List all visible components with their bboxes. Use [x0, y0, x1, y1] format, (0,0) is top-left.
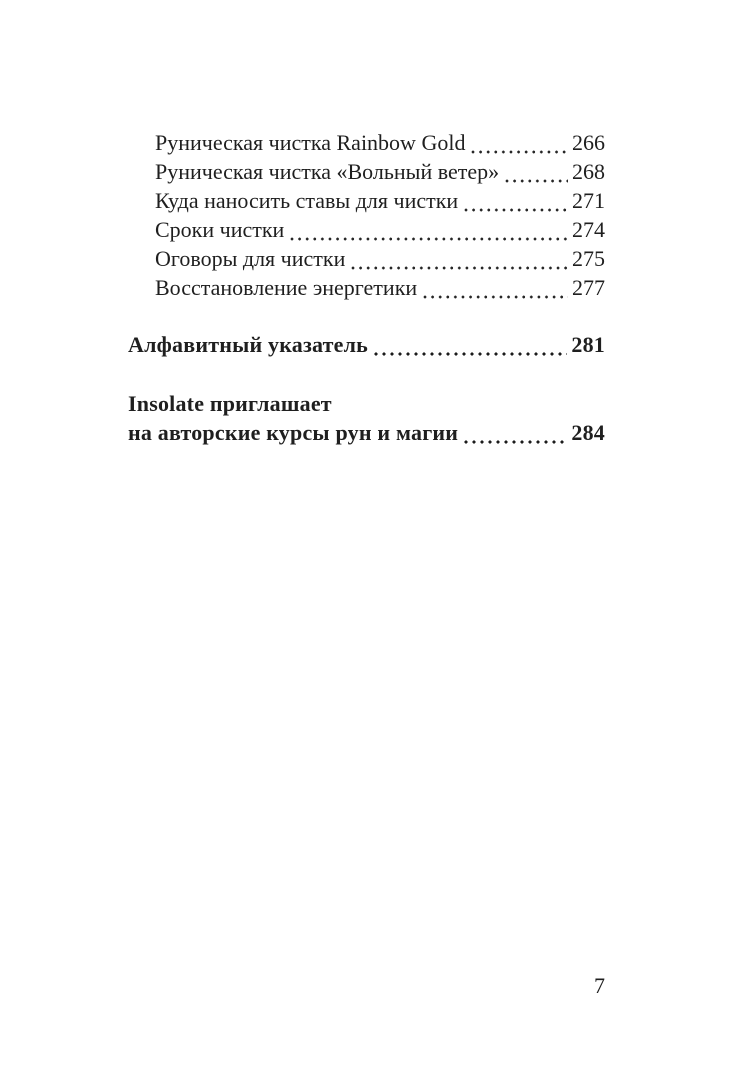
- table-of-contents: [128, 128, 605, 447]
- dot-leader: [350, 265, 568, 271]
- toc-entry-label: Сроки чистки: [155, 217, 285, 242]
- dot-leader: [373, 351, 567, 357]
- page-number: 7: [594, 973, 605, 998]
- toc-entry: [128, 244, 605, 273]
- toc-entry-page: 274: [572, 217, 605, 242]
- toc-entry: [128, 215, 605, 244]
- toc-entry-promo-line2: [128, 418, 605, 447]
- dot-leader: [463, 207, 568, 213]
- toc-entry-promo-line1: [128, 389, 605, 418]
- dot-leader: [422, 294, 568, 300]
- toc-entry-label: Оговоры для чистки: [155, 246, 346, 271]
- dot-leader: [289, 236, 568, 242]
- toc-entry-label: Куда наносить ставы для чистки: [155, 188, 459, 213]
- toc-entry-label: Руническая чистка «Вольный ветер»: [155, 159, 500, 184]
- toc-entry-label: Восстановление энергетики: [155, 275, 418, 300]
- toc-entry-page: 271: [572, 188, 605, 213]
- toc-entry: [128, 186, 605, 215]
- toc-entry: [128, 128, 605, 157]
- toc-entry-label: Руническая чистка Rainbow Gold: [155, 130, 466, 155]
- toc-entry-page: 268: [572, 159, 605, 184]
- toc-entry-label: на авторские курсы рун и магии: [128, 420, 459, 445]
- toc-entry-label: Алфавитный указатель: [128, 332, 369, 357]
- toc-entry-alphabetical-index: [128, 330, 605, 359]
- toc-entry-page: 284: [571, 420, 605, 445]
- toc-entry-page: 281: [571, 332, 605, 357]
- toc-entry-page: 277: [572, 275, 605, 300]
- toc-entry: [128, 273, 605, 302]
- dot-leader: [504, 178, 568, 184]
- toc-entry: [128, 157, 605, 186]
- toc-entry-label: Insolate приглашает: [128, 391, 332, 416]
- dot-leader: [463, 439, 567, 445]
- toc-entry-page: 275: [572, 246, 605, 271]
- toc-entry-page: 266: [572, 130, 605, 155]
- dot-leader: [470, 149, 568, 155]
